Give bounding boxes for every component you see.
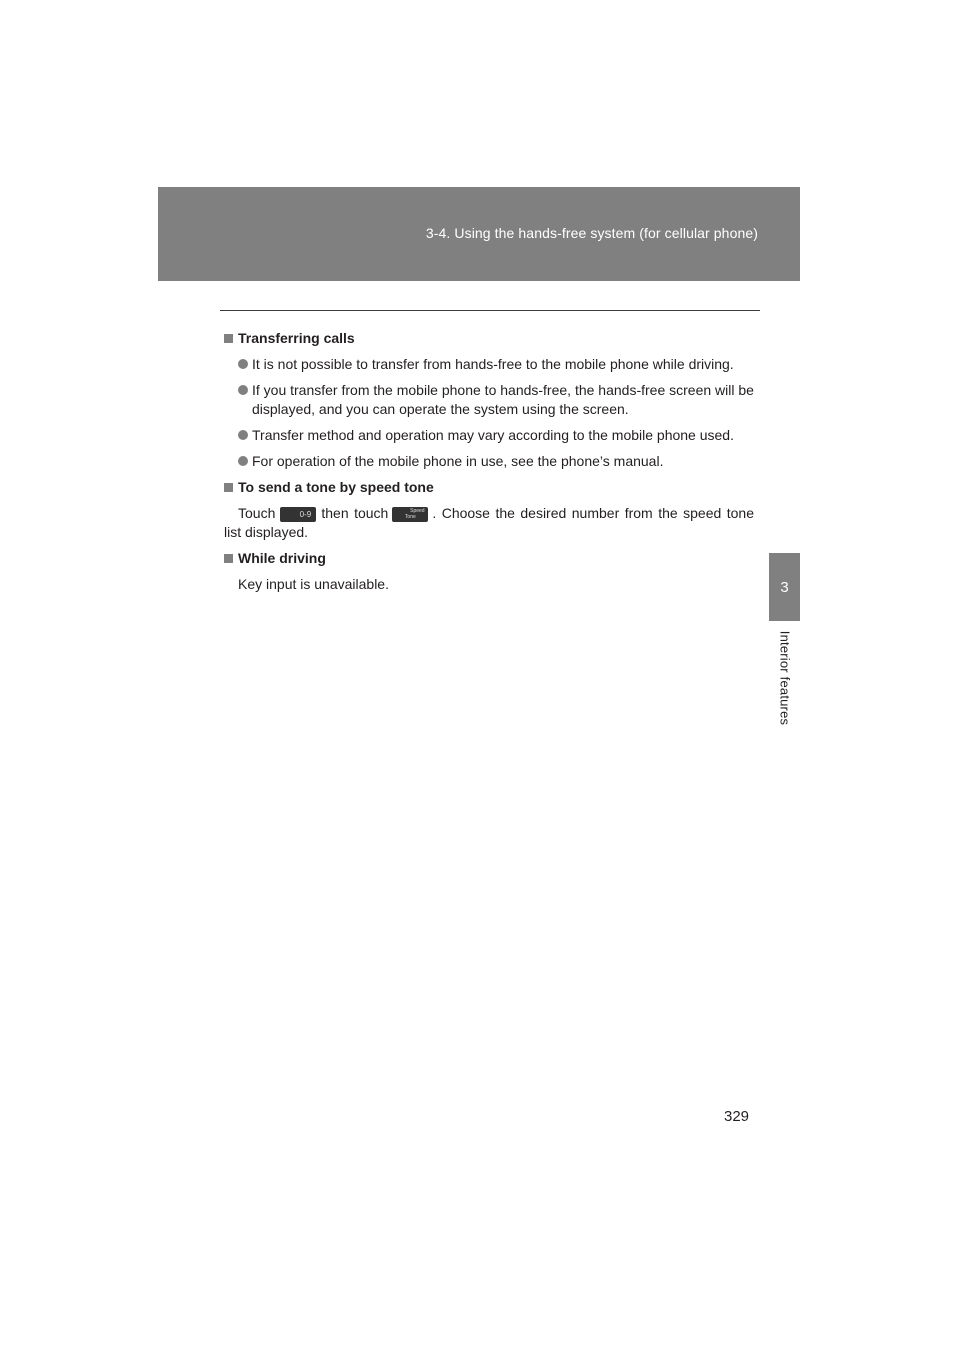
paragraph-text: . Choose the desired number from the speed tone list displayed. xyxy=(224,505,755,540)
section-heading-speed-tone xyxy=(224,478,754,497)
paragraph-text: then touch xyxy=(321,505,389,521)
list-item-text: It is not possible to transfer from hands-free to the mobile phone while driving. xyxy=(252,356,734,372)
list-item-text: For operation of the mobile phone in use, see the phone’s manual. xyxy=(252,453,664,469)
driving-paragraph xyxy=(224,575,754,594)
circle-bullet-icon xyxy=(238,430,248,440)
chapter-number: 3 xyxy=(780,578,789,596)
section-heading-text: Transferring calls xyxy=(238,330,355,346)
chapter-label: Interior features xyxy=(777,630,793,726)
paragraph-text: Touch xyxy=(238,505,276,521)
circle-bullet-icon xyxy=(238,359,248,369)
list-item-text: If you transfer from the mobile phone to hands-free, the hands-free screen will be displayed, and you can operate the system using the screen. xyxy=(252,382,754,417)
button-label: Speed xyxy=(410,507,425,514)
button-label: Tone xyxy=(404,513,416,520)
list-item xyxy=(224,452,754,471)
circle-bullet-icon xyxy=(238,456,248,466)
section-header-title: 3-4. Using the hands-free system (for cellular phone) xyxy=(425,225,758,241)
square-bullet-icon xyxy=(224,554,233,563)
speed-tone-paragraph xyxy=(224,504,754,542)
speed-tone-button-icon xyxy=(392,507,428,522)
list-item-text: Transfer method and operation may vary according to the mobile phone used. xyxy=(252,427,734,443)
square-bullet-icon xyxy=(224,334,233,343)
keypad-0-9-button-icon: 0-9 xyxy=(280,507,316,522)
divider-rule xyxy=(220,310,760,311)
chapter-tab xyxy=(769,553,800,621)
section-heading-transferring xyxy=(224,329,754,348)
square-bullet-icon xyxy=(224,483,233,492)
list-item xyxy=(224,381,754,419)
page-number: 329 xyxy=(724,1108,750,1125)
section-heading-text: To send a tone by speed tone xyxy=(238,479,434,495)
circle-bullet-icon xyxy=(238,385,248,395)
paragraph-text: Key input is unavailable. xyxy=(238,576,389,592)
content-body xyxy=(224,329,754,601)
header-band xyxy=(158,187,800,281)
section-heading-text: While driving xyxy=(238,550,326,566)
list-item xyxy=(224,426,754,445)
list-item xyxy=(224,355,754,374)
section-heading-driving xyxy=(224,549,754,568)
